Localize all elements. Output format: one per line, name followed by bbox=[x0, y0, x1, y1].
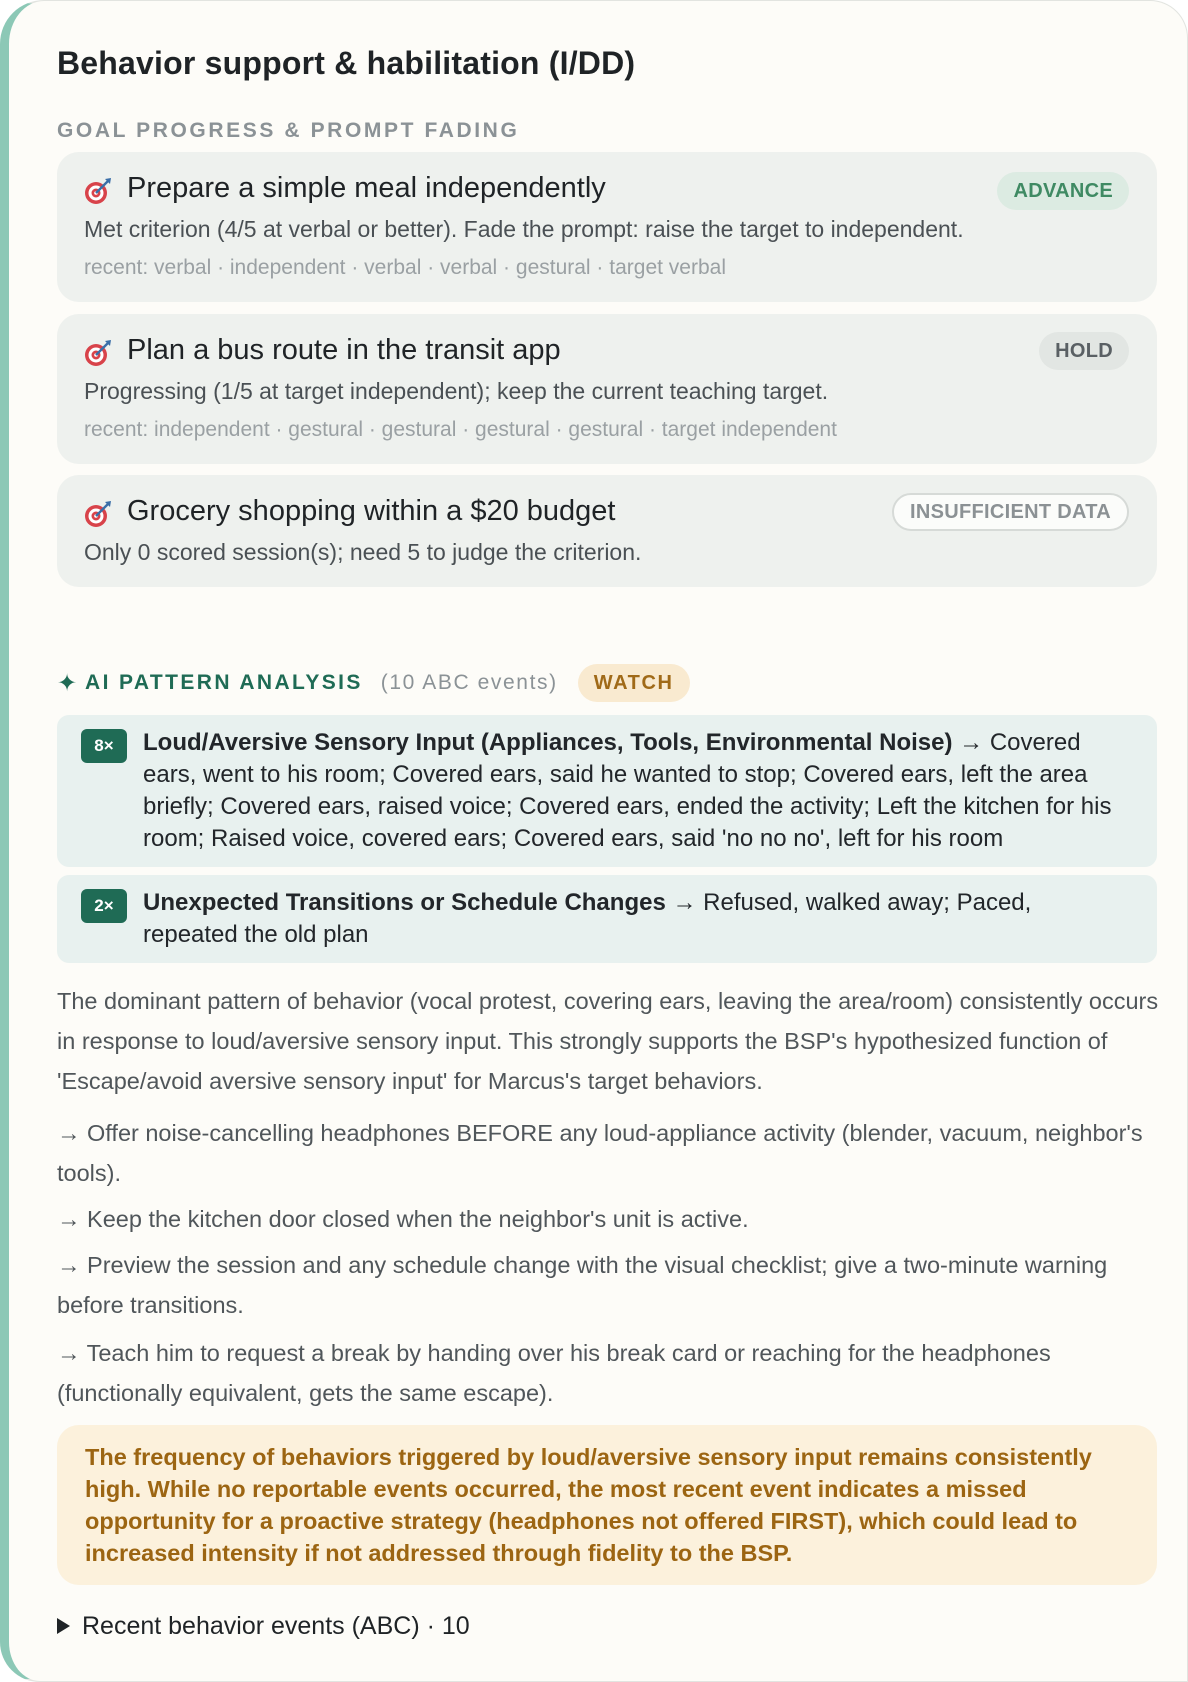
watch-badge: WATCH bbox=[578, 664, 690, 702]
goal-title: Grocery shopping within a $20 budget bbox=[127, 495, 616, 527]
ai-pattern-header bbox=[57, 663, 690, 703]
goal-card bbox=[57, 314, 1157, 464]
recent-events-label: Recent behavior events (ABC) · 10 bbox=[82, 1611, 470, 1640]
abc-event-count: (10 ABC events) bbox=[380, 671, 558, 694]
ai-pattern-label: AI PATTERN ANALYSIS bbox=[85, 671, 363, 694]
goal-progress-heading: GOAL PROGRESS & PROMPT FADING bbox=[57, 119, 520, 142]
goal-recent-prompts: recent: verbal · independent · verbal · verbal · gestural · target verbal bbox=[84, 256, 726, 279]
pattern-text bbox=[143, 727, 1131, 855]
pattern-responses: → Refused, walked away; Paced, repeated the old plan bbox=[143, 889, 1032, 948]
disclosure-triangle-icon bbox=[57, 1618, 70, 1634]
goal-description: Only 0 scored session(s); need 5 to judge the criterion. bbox=[84, 539, 642, 565]
pattern-count-badge: 2× bbox=[81, 889, 127, 923]
target-icon bbox=[83, 499, 113, 529]
section-title: Behavior support & habilitation (I/DD) bbox=[57, 45, 636, 81]
goal-description: Met criterion (4/5 at verbal or better). Fade the prompt: raise the target to independent. bbox=[84, 216, 964, 242]
pattern-responses: → Covered ears, went to his room; Covered ears, said he wanted to stop; Covered ears, left the area briefly; Covered ears, raised voice; Covered ears, ended the activity; Left the kitchen for his room; Raised voice, covered ears; Covered ears, said 'no no no', left for his room bbox=[143, 729, 1112, 852]
goal-card bbox=[57, 152, 1157, 302]
pattern-trigger: Loud/Aversive Sensory Input (Appliances, Tools, Environmental Noise) bbox=[143, 729, 953, 756]
recommendation-item: → Teach him to request a break by handing over his break card or reaching for the headphones (functionally equivalent, gets the same escape). bbox=[57, 1340, 1051, 1406]
pattern-trigger: Unexpected Transitions or Schedule Changes bbox=[143, 889, 666, 916]
goal-title: Prepare a simple meal independently bbox=[127, 172, 606, 204]
goal-description: Progressing (1/5 at target independent); keep the current teaching target. bbox=[84, 378, 829, 404]
recent-events-toggle[interactable] bbox=[57, 1609, 470, 1643]
pattern-text bbox=[143, 887, 1131, 951]
goal-title: Plan a bus route in the transit app bbox=[127, 334, 561, 366]
recommendation-item: → Keep the kitchen door closed when the neighbor's unit is active. bbox=[57, 1206, 749, 1232]
goal-card bbox=[57, 475, 1157, 587]
status-badge: ADVANCE bbox=[997, 172, 1129, 210]
status-badge: INSUFFICIENT DATA bbox=[892, 493, 1129, 531]
pattern-count-badge: 8× bbox=[81, 729, 127, 763]
recommendation-item: → Preview the session and any schedule change with the visual checklist; give a two-minute warning before transitions. bbox=[57, 1252, 1108, 1318]
recommendation-item: → Offer noise-cancelling headphones BEFORE any loud-appliance activity (blender, vacuum, neighbor's tools). bbox=[57, 1120, 1143, 1186]
target-icon bbox=[83, 176, 113, 206]
pattern-item bbox=[57, 715, 1157, 867]
goal-recent-prompts: recent: independent · gestural · gestural · gestural · gestural · target independent bbox=[84, 418, 837, 441]
risk-alert bbox=[57, 1425, 1157, 1585]
risk-alert-text: The frequency of behaviors triggered by loud/aversive sensory input remains consistently high. While no reportable events occurred, the most recent event indicates a missed opportunity for a proactive strategy (headphones not offered FIRST), which could lead to increased intensity if not addressed through fidelity to the BSP. bbox=[85, 1444, 1092, 1566]
pattern-item bbox=[57, 875, 1157, 963]
target-icon bbox=[83, 338, 113, 368]
sparkle-icon: ✦ bbox=[57, 669, 78, 697]
pattern-summary: The dominant pattern of behavior (vocal protest, covering ears, leaving the area/room) consistently occurs in response to loud/aversive sensory input. This strongly supports the BSP's hypothesized function of 'Escape/avoid aversive sensory input' for Marcus's target behaviors. bbox=[57, 988, 1159, 1094]
status-badge: HOLD bbox=[1039, 332, 1129, 370]
